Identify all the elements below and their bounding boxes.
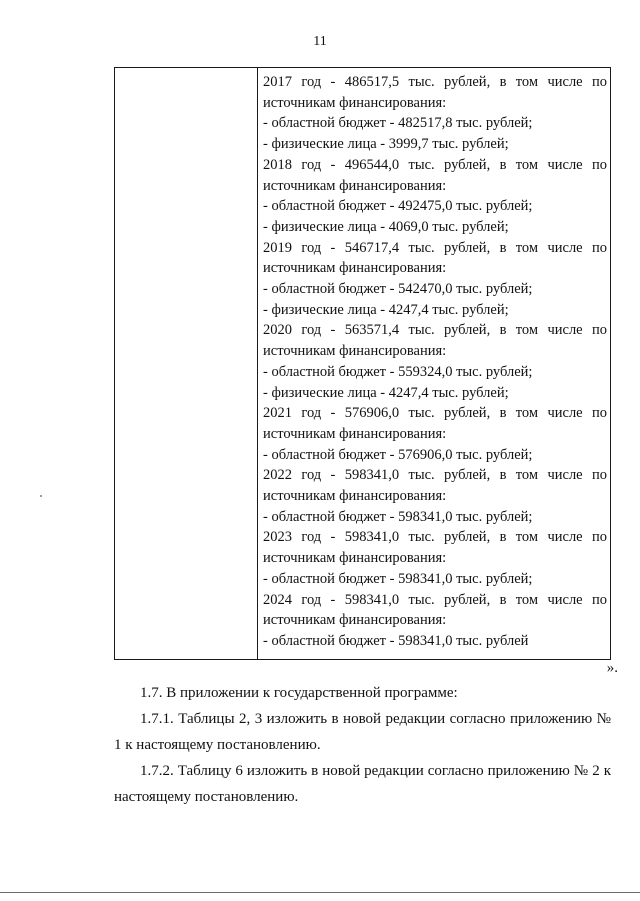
funding-line: 2017 год - 486517,5 тыс. рублей, в том числе по [263, 74, 607, 90]
funding-line: 2018 год - 496544,0 тыс. рублей, в том числе по [263, 156, 607, 173]
funding-line: источникам финансирования: [263, 177, 447, 194]
funding-line: 2021 год - 576906,0 тыс. рублей, в том числе по [263, 405, 607, 422]
funding-line: - областной бюджет - 576906,0 тыс. рублей; [263, 446, 533, 463]
closing-quote: ». [606, 660, 618, 676]
funding-line: - областной бюджет - 559324,0 тыс. рублей; [263, 363, 533, 380]
funding-line: - физические лица - 4247,4 тыс. рублей; [263, 301, 509, 318]
funding-line: источникам финансирования: [263, 260, 447, 277]
funding-line: источникам финансирования: [263, 425, 447, 442]
paragraph-1-7-1: 1.7.1. Таблицы 2, 3 изложить в новой редакции согласно приложению № 1 к настоящему постановлению. [114, 711, 611, 753]
paragraph-1-7: 1.7. В приложении к государственной программе: [140, 685, 458, 701]
table-label-cell [115, 68, 258, 659]
body-text [114, 680, 611, 810]
funding-details-cell [258, 68, 610, 659]
funding-line: 2019 год - 546717,4 тыс. рублей, в том числе по [263, 239, 607, 256]
funding-line: источникам финансирования: [263, 612, 447, 629]
funding-line: - физические лица - 4247,4 тыс. рублей; [263, 384, 509, 401]
funding-line: - физические лица - 4069,0 тыс. рублей; [263, 218, 509, 235]
funding-line: источникам финансирования: [263, 343, 447, 360]
funding-table [114, 67, 611, 660]
funding-line: - областной бюджет - 542470,0 тыс. рублей; [263, 281, 533, 298]
funding-line: источникам финансирования: [263, 550, 447, 567]
funding-line: источникам финансирования: [263, 488, 447, 505]
funding-line: - областной бюджет - 482517,8 тыс. рублей; [263, 115, 533, 132]
scan-artifact-dot [40, 495, 42, 497]
funding-line: 2022 год - 598341,0 тыс. рублей, в том числе по [263, 467, 607, 484]
funding-line: - областной бюджет - 598341,0 тыс. рублей; [263, 508, 533, 525]
paragraph-1-7-2: 1.7.2. Таблицу 6 изложить в новой редакции согласно приложению № 2 к настоящему постановлению. [114, 763, 611, 805]
funding-line: - областной бюджет - 598341,0 тыс. рублей; [263, 570, 533, 587]
funding-line: 2024 год - 598341,0 тыс. рублей, в том числе по [263, 591, 607, 608]
bottom-rule [0, 892, 640, 893]
funding-line: 2020 год - 563571,4 тыс. рублей, в том числе по [263, 322, 607, 339]
funding-line: 2023 год - 598341,0 тыс. рублей, в том числе по [263, 529, 607, 546]
funding-line: - областной бюджет - 598341,0 тыс. рублей [263, 632, 529, 649]
page-number: 11 [313, 34, 327, 49]
funding-line: источникам финансирования: [263, 94, 447, 111]
funding-line: - областной бюджет - 492475,0 тыс. рублей; [263, 198, 533, 215]
funding-line: - физические лица - 3999,7 тыс. рублей; [263, 136, 509, 153]
